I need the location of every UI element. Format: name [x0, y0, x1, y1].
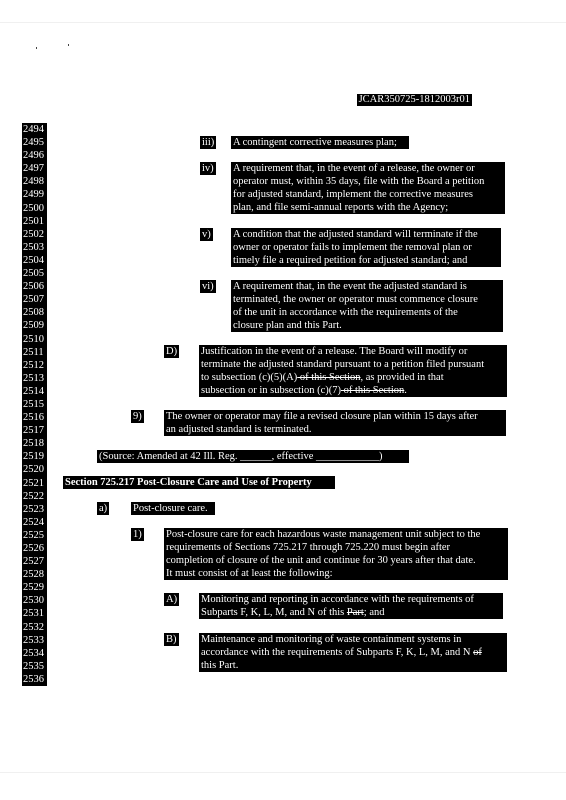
- line-number: 2535: [22, 660, 47, 673]
- item-marker-9: 9): [133, 411, 142, 422]
- item-vi-text: [231, 280, 503, 332]
- line-number: 2517: [22, 424, 47, 437]
- item-a-text: [131, 502, 215, 515]
- text-line: Justification in the event of a release. The Board will modify or: [201, 346, 468, 357]
- line-number-column: [22, 123, 48, 686]
- text-line: plan, and file semi-annual reports with the Agency;: [233, 202, 449, 214]
- text-line: [201, 384, 505, 397]
- item-marker-A: A): [166, 594, 178, 605]
- struck-text: of this Section: [297, 372, 361, 384]
- item-marker-v: v): [202, 229, 211, 240]
- item-marker-D: D): [166, 346, 178, 357]
- line-number: 2508: [22, 306, 47, 319]
- line-number: 2523: [22, 503, 47, 516]
- line-number: 2519: [22, 450, 47, 463]
- text-line: owner or operator fails to implement the removal plan or: [233, 242, 472, 254]
- text-fragment: .: [404, 385, 407, 397]
- text-fragment: subsection or in subsection (c)(7): [201, 385, 341, 397]
- item-D-text: [199, 345, 507, 397]
- section-heading: Section 725.217 Post-Closure Care and Use of Property: [63, 476, 335, 489]
- page-bottom-edge: [0, 772, 566, 773]
- line-number: 2529: [22, 581, 47, 594]
- source-note: (Source: Amended at 42 Ill. Reg. ______, effective ____________): [97, 450, 409, 463]
- text-line: Maintenance and monitoring of waste containment systems in: [201, 634, 462, 645]
- line-number: 2521: [22, 477, 47, 490]
- line-number: 2534: [22, 647, 47, 660]
- line-number: 2516: [22, 411, 47, 424]
- item-9-text: [164, 410, 506, 436]
- text-line: for adjusted standard, implement the corrective measures: [233, 189, 473, 201]
- document-header-id: JCAR350725-1812003r01: [358, 94, 470, 105]
- line-number: 2498: [22, 175, 47, 188]
- text-line: It must consist of at least the following:: [166, 568, 333, 580]
- text-line: an adjusted standard is terminated.: [166, 424, 312, 436]
- text-line: A contingent corrective measures plan;: [233, 137, 397, 148]
- item-marker-a: a): [99, 503, 108, 514]
- scan-speck: [36, 47, 37, 49]
- text-line: Post-closure care for each hazardous waste management unit subject to the: [166, 529, 481, 540]
- struck-text: of: [473, 647, 482, 659]
- line-number: 2503: [22, 241, 47, 254]
- text-line: operator must, within 35 days, file with the Board a petition: [233, 176, 485, 188]
- item-marker-iv: iv): [202, 163, 214, 174]
- text-fragment: Subparts F, K, L, M, and N of this: [201, 607, 347, 619]
- line-number: 2524: [22, 516, 47, 529]
- line-number: 2509: [22, 319, 47, 332]
- line-number: 2511: [22, 346, 47, 359]
- item-marker-B: B): [166, 634, 177, 645]
- item-iii-text: [231, 136, 409, 149]
- text-line: [201, 606, 501, 619]
- text-line: [201, 646, 505, 659]
- line-number: 2497: [22, 162, 47, 175]
- struck-text: Part: [346, 607, 364, 619]
- item-v-text: [231, 228, 501, 267]
- line-number: 2530: [22, 594, 47, 607]
- text-line: timely file a required petition for adjusted standard; and: [233, 255, 468, 267]
- text-line: [201, 371, 505, 384]
- line-number: 2494: [22, 123, 47, 136]
- text-line: closure plan and this Part.: [233, 320, 342, 332]
- text-line: A requirement that, in the event of a release, the owner or: [233, 163, 475, 174]
- item-1-text: [164, 528, 508, 580]
- line-number: 2504: [22, 254, 47, 267]
- item-marker-iii: iii): [202, 137, 215, 148]
- line-number: 2513: [22, 372, 47, 385]
- item-iv-text: [231, 162, 505, 214]
- line-number: 2514: [22, 385, 47, 398]
- line-number: 2496: [22, 149, 47, 162]
- item-marker-1: 1): [133, 529, 142, 540]
- text-fragment: accordance with the requirements of Subparts F, K, L, M, and N: [201, 647, 474, 659]
- line-number: 2501: [22, 215, 47, 228]
- line-number: 2510: [22, 333, 47, 346]
- line-number: 2522: [22, 490, 47, 503]
- text-line: terminated, the owner or operator must commence closure: [233, 294, 478, 306]
- scan-speck: [68, 44, 69, 46]
- text-line: Post-closure care.: [133, 503, 208, 514]
- line-number: 2512: [22, 359, 47, 372]
- page-top-edge: [0, 22, 566, 23]
- line-number: 2495: [22, 136, 47, 149]
- line-number: 2527: [22, 555, 47, 568]
- line-number: 2506: [22, 280, 47, 293]
- line-number: 2505: [22, 267, 47, 280]
- line-number: 2531: [22, 607, 47, 620]
- text-line: A condition that the adjusted standard will terminate if the: [233, 229, 478, 240]
- line-number: 2525: [22, 529, 47, 542]
- text-line: The owner or operator may file a revised closure plan within 15 days after: [166, 411, 478, 422]
- line-number: 2526: [22, 542, 47, 555]
- line-number: 2532: [22, 621, 47, 634]
- line-number: 2520: [22, 463, 47, 476]
- text-fragment: , as provided in that: [360, 372, 444, 384]
- item-B-text: [199, 633, 507, 672]
- line-number: 2502: [22, 228, 47, 241]
- text-line: terminate the adjusted standard pursuant to a petition filed pursuant: [201, 359, 485, 371]
- item-A-text: [199, 593, 503, 619]
- text-line: of the unit in accordance with the requirements of the: [233, 307, 458, 319]
- line-number: 2499: [22, 188, 47, 201]
- text-fragment: ; and: [363, 607, 385, 619]
- line-number: 2528: [22, 568, 47, 581]
- line-number: 2536: [22, 673, 47, 686]
- line-number: 2507: [22, 293, 47, 306]
- line-number: 2518: [22, 437, 47, 450]
- struck-text: of this Section: [340, 385, 405, 397]
- text-line: Monitoring and reporting in accordance with the requirements of: [201, 594, 474, 605]
- text-line: A requirement that, in the event the adjusted standard is: [233, 281, 467, 292]
- item-marker-vi: vi): [202, 281, 214, 292]
- line-number: 2515: [22, 398, 47, 411]
- text-line: this Part.: [201, 660, 239, 672]
- text-line: completion of closure of the unit and continue for 30 years after that date.: [166, 555, 476, 567]
- line-number: 2533: [22, 634, 47, 647]
- text-fragment: to subsection (c)(5)(A): [201, 372, 298, 384]
- text-line: requirements of Sections 725.217 through 725.220 must begin after: [166, 542, 451, 554]
- line-number: 2500: [22, 202, 47, 215]
